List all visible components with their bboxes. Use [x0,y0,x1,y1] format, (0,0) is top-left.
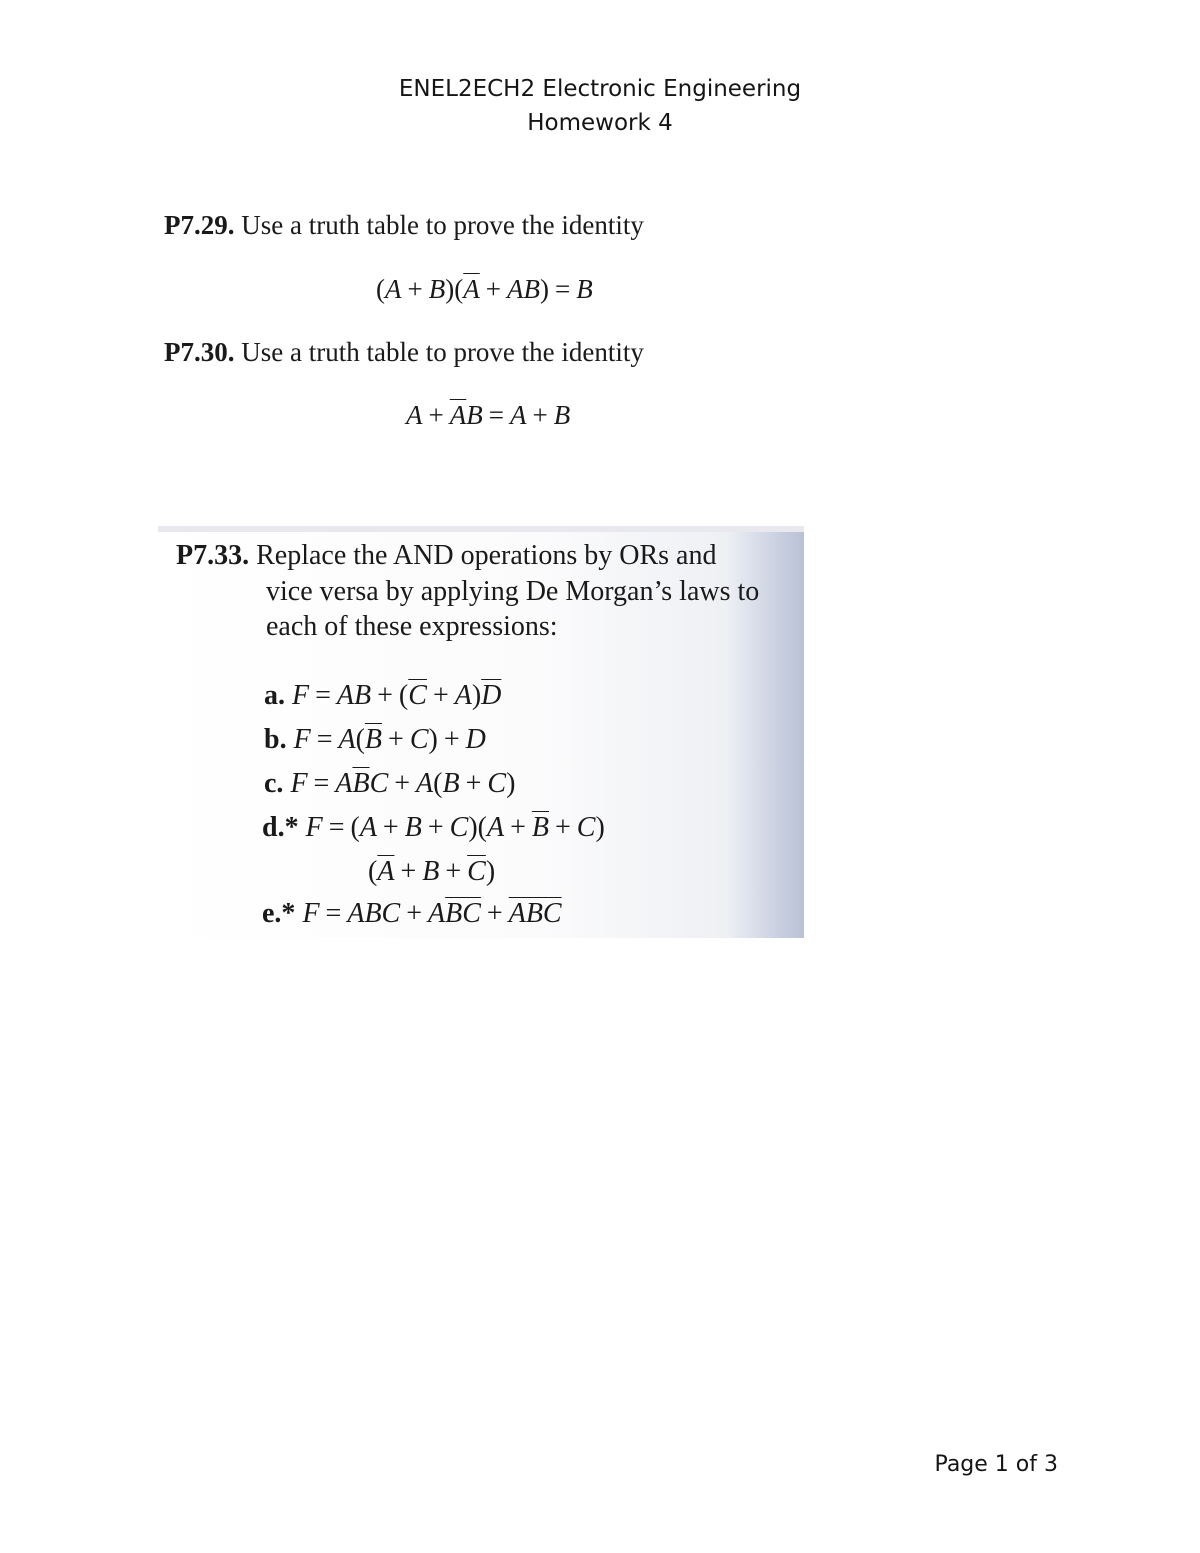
document-header [0,72,1200,140]
equation-p7-30: $A + \overline{A}B = A + B$ [406,400,571,430]
problem-text: Use a truth table to prove the identity [241,337,644,367]
item-label: a. [264,680,285,711]
problem-p7-33-line2: vice versa by applying De Morgan’s laws to [266,576,760,607]
item-label: b. [264,724,287,755]
expression-a: a. F = AB + $(\overline{C} + A)\overline{D}$ [264,680,502,711]
problem-p7-33-line3: each of these expressions: [266,611,558,642]
equation-p7-29: $(A + B)(\overline{A} + AB) = B$ [376,274,593,304]
problem-p7-33-line1 [176,540,716,572]
page-number: Page 1 of 3 [934,1452,1058,1477]
scanned-problem-block [158,526,804,938]
course-title: ENEL2ECH2 Electronic Engineering [398,76,802,102]
problem-label: P7.30. [164,337,235,367]
homework-title: Homework 4 [527,110,673,136]
scan-edge [158,526,804,532]
problem-p7-29 [164,210,644,241]
problem-label: P7.29. [164,210,235,240]
item-label: c. [264,768,284,799]
expression-d-continued: $(\overline{A} + B + \overline{C})$ [368,856,496,887]
item-label: e.* [262,898,296,929]
item-label: d.* [262,812,299,843]
problem-p7-30 [164,337,644,368]
expression-c: c. $F = A\overline{B}C + A(B + C)$ [264,768,516,799]
expression-e: e.* F = ABC + $A\overline{BC} + \overline{ABC}$ [262,898,562,929]
expression-b: b. $F = A(\overline{B} + C) + D$ [264,724,486,755]
problem-text-line1: Replace the AND operations by ORs and [256,540,717,571]
expression-d: d.* $F = (A + B + C)(A + \overline{B} + C)$ [262,812,605,843]
problem-label: P7.33. [176,540,250,571]
problem-text: Use a truth table to prove the identity [241,210,644,240]
